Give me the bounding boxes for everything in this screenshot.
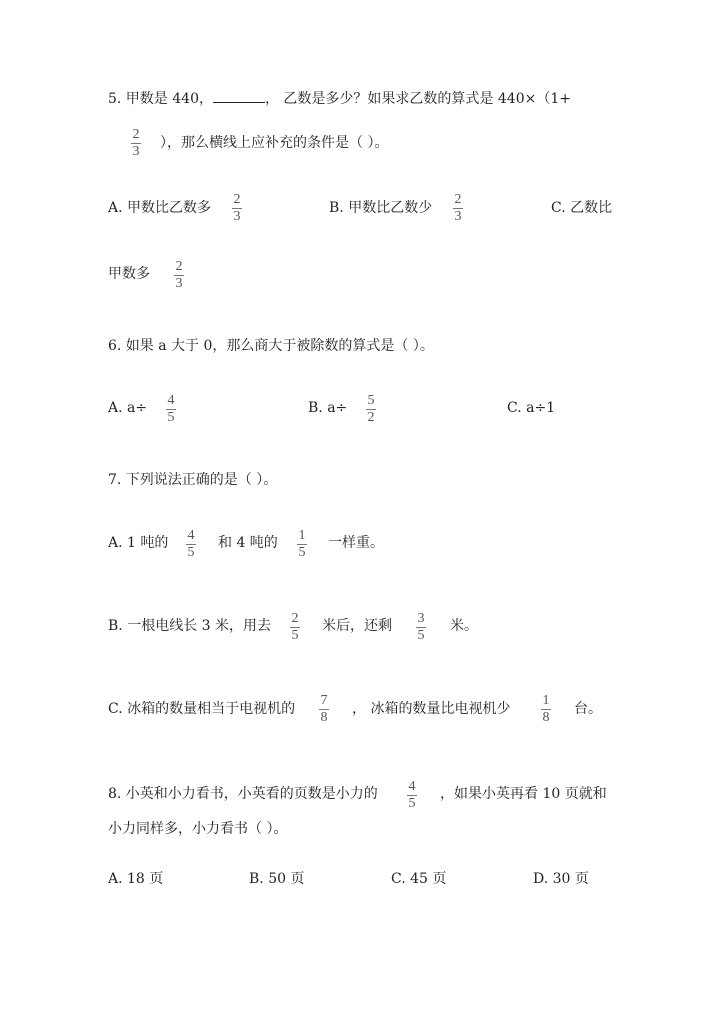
- q5-stem-part1: 5. 甲数是 440，: [108, 91, 213, 107]
- q5-option-c[interactable]: C. 乙数比: [551, 200, 613, 216]
- q6-option-c[interactable]: C. a÷1: [507, 400, 556, 416]
- fraction-denominator: 5: [298, 545, 306, 560]
- q5-option-a-fraction: [232, 193, 242, 224]
- q8-stem-fraction: [407, 780, 417, 811]
- q7-option-b-part3: 米。: [450, 618, 478, 634]
- fraction-denominator: 8: [542, 710, 550, 725]
- fraction-denominator: 3: [132, 144, 140, 159]
- q7-option-b-fraction-1: [290, 612, 300, 643]
- fraction-numerator: 3: [417, 611, 425, 626]
- q7-option-c-fraction-2: [541, 694, 551, 725]
- fraction-denominator: 2: [367, 410, 375, 425]
- fraction-denominator: 3: [233, 209, 241, 224]
- q5-option-b-fraction: [453, 193, 463, 224]
- fraction-numerator: 2: [233, 192, 241, 207]
- fraction-numerator: 1: [298, 528, 306, 543]
- q7-option-c-part1[interactable]: C. 冰箱的数量相当于电视机的: [108, 701, 296, 717]
- q7-option-a-part1[interactable]: A. 1 吨的: [108, 535, 169, 551]
- fraction-numerator: 4: [167, 393, 175, 408]
- q6-option-b-fraction: [366, 394, 376, 425]
- q6-option-a-fraction: [166, 394, 176, 425]
- q7-option-a-part2: 和 4 吨的: [218, 535, 278, 551]
- q5-option-a[interactable]: A. 甲数比乙数多: [108, 200, 212, 216]
- q5-stem-fraction: [131, 128, 141, 159]
- q8-option-c[interactable]: C. 45 页: [391, 871, 447, 887]
- q8-stem-line1-part2: ，如果小英再看 10 页就和: [440, 786, 607, 802]
- q7-option-a-fraction-1: [186, 529, 196, 560]
- q8-option-a[interactable]: A. 18 页: [108, 871, 164, 887]
- q7-option-a-fraction-2: [297, 529, 307, 560]
- fraction-numerator: 2: [132, 127, 140, 142]
- q8-stem-line1-part1: 8. 小英和小力看书，小英看的页数是小力的: [108, 786, 378, 802]
- q7-option-b-fraction-2: [416, 612, 426, 643]
- q6-option-b[interactable]: B. a÷: [308, 400, 348, 416]
- q7-option-a-part3: 一样重。: [328, 535, 384, 551]
- fraction-numerator: 2: [291, 611, 299, 626]
- q8-stem-line2: 小力同样多，小力看书（ ）。: [108, 821, 288, 837]
- q5-blank[interactable]: [213, 88, 265, 103]
- q7-option-c-part2: ， 冰箱的数量比电视机少: [352, 701, 511, 717]
- fraction-denominator: 5: [291, 628, 299, 643]
- q8-option-d[interactable]: D. 30 页: [533, 871, 589, 887]
- q5-stem-part2: ， 乙数是多少？如果求乙数的算式是 440×（1+: [264, 91, 571, 107]
- q6-option-a[interactable]: A. a÷: [108, 400, 148, 416]
- fraction-denominator: 5: [408, 796, 416, 811]
- q5-option-b[interactable]: B. 甲数比乙数少: [329, 200, 433, 216]
- q5-option-c-continued: 甲数多: [108, 266, 150, 282]
- fraction-numerator: 7: [320, 693, 328, 708]
- q7-option-b-part1[interactable]: B. 一根电线长 3 米，用去: [108, 618, 271, 634]
- q7-option-c-fraction-1: [319, 694, 329, 725]
- fraction-numerator: 2: [175, 259, 183, 274]
- q6-stem: 6. 如果 a 大于 0，那么商大于被除数的算式是（ ）。: [108, 338, 434, 354]
- fraction-denominator: 8: [320, 710, 328, 725]
- fraction-numerator: 1: [542, 693, 550, 708]
- q8-option-b[interactable]: B. 50 页: [249, 871, 305, 887]
- fraction-numerator: 2: [454, 192, 462, 207]
- fraction-numerator: 4: [187, 528, 195, 543]
- fraction-denominator: 5: [187, 545, 195, 560]
- q7-stem: 7. 下列说法正确的是（ ）。: [108, 472, 278, 488]
- fraction-numerator: 4: [408, 779, 416, 794]
- fraction-denominator: 3: [175, 276, 183, 291]
- q5-option-c-fraction: [174, 260, 184, 291]
- q5-stem-line2: ），那么横线上应补充的条件是（ ）。: [160, 135, 389, 151]
- fraction-denominator: 3: [454, 209, 462, 224]
- q7-option-c-part3: 台。: [574, 701, 602, 717]
- fraction-denominator: 5: [417, 628, 425, 643]
- fraction-numerator: 5: [367, 393, 375, 408]
- q7-option-b-part2: 米后，还剩: [322, 618, 392, 634]
- q5-stem-line1: [108, 88, 571, 109]
- fraction-denominator: 5: [167, 410, 175, 425]
